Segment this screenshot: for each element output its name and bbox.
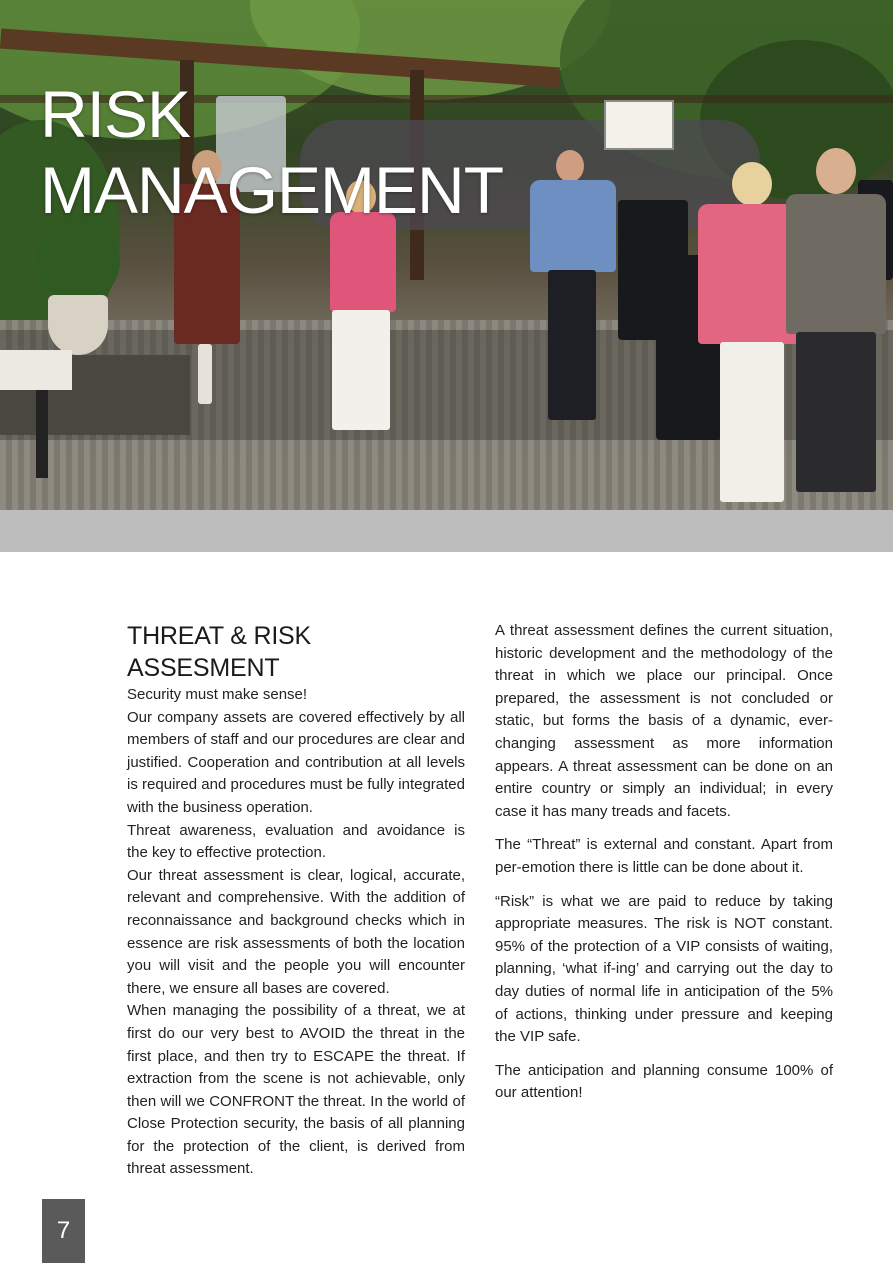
section-heading-line: THREAT & RISK bbox=[127, 622, 312, 650]
paragraph: “Risk” is what we are paid to reduce by taking appropriate measures. The risk is NOT constant. 95% of the protection of a VIP consists of waiting, planning, ‘what if-ing’ and carrying out the day to day duties of normal life in anticipation of the 5% of actions, thinking under pressure and keeping the VIP safe. bbox=[495, 892, 833, 1046]
section-heading-line: ASSESMENT bbox=[127, 654, 280, 682]
section-heading bbox=[127, 620, 465, 684]
hero-photo bbox=[0, 0, 893, 510]
left-column bbox=[127, 620, 465, 1181]
right-column bbox=[495, 620, 833, 1116]
event-sign bbox=[604, 100, 674, 150]
page-number: 7 bbox=[42, 1199, 85, 1263]
divider-band bbox=[0, 510, 893, 552]
paragraph: The “Threat” is external and constant. Apart from per-emotion there is little can be done about it. bbox=[495, 836, 833, 876]
page-title bbox=[40, 76, 503, 228]
paragraph: The anticipation and planning consume 100% of our attention! bbox=[495, 1061, 833, 1102]
page-title-line: MANAGEMENT bbox=[40, 153, 504, 227]
paragraph: When managing the possibility of a threat, we at first do our very best to AVOID the threat in the first place, and then try to ESCAPE the threat. If extraction from the scene is not achievable, only then will we CONFRONT the threat. In the world of Close Protection security, the basis of all planning for the protection of the client, is derived from threat assessment. bbox=[127, 1002, 465, 1178]
page-title-line: RISK bbox=[40, 77, 191, 151]
paragraph: Our threat assessment is clear, logical, accurate, relevant and comprehensive. With the addition of reconnaissance and background checks which in essence are risk assessments of both the location you will visit and the people you will encounter there, we ensure all bases are covered. bbox=[127, 866, 465, 997]
table-cloth bbox=[0, 350, 72, 390]
paragraph: Our company assets are covered effectively by all members of staff and our procedures are clear and justified. Cooperation and contribution at all levels is required and procedures must be fully integrated with the business operation. bbox=[127, 708, 465, 816]
paragraph: A threat assessment defines the current situation, historic development and the methodology of the threat in which we place our principal. Once prepared, the assessment is not concluded or static, but forms the basis of a dynamic, ever-changing assessment as more information appears. A threat assessment can be done on an entire country or simply an individual; in every case it has many treads and facets. bbox=[495, 622, 833, 820]
paragraph: Security must make sense! bbox=[127, 686, 308, 703]
planter bbox=[48, 295, 108, 355]
potted-shrub bbox=[36, 215, 120, 305]
paragraph: Threat awareness, evaluation and avoidance is the key to effective protection. bbox=[127, 821, 465, 862]
table-leg bbox=[36, 390, 48, 478]
